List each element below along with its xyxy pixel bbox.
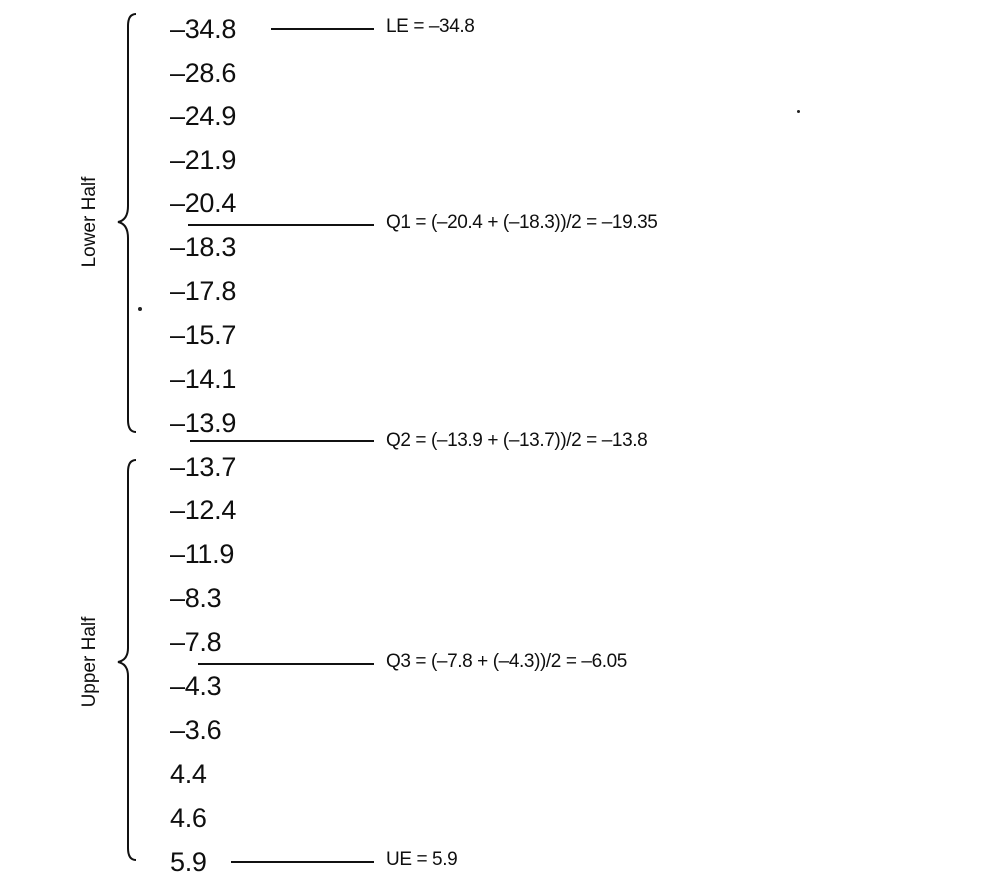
lower-half-label: Lower Half <box>79 176 100 268</box>
value-6: –18.3 <box>170 232 237 262</box>
value-14: –8.3 <box>170 583 222 613</box>
value-5: –20.4 <box>170 188 237 218</box>
value-13: –11.9 <box>170 539 235 569</box>
q3-annotation: Q3 = (–7.8 + (–4.3))/2 = –6.05 <box>386 651 627 672</box>
value-4: –21.9 <box>170 145 237 175</box>
value-16: –4.3 <box>170 671 222 701</box>
le-annotation: LE = –34.8 <box>386 16 475 37</box>
upper-half-brace <box>112 454 142 866</box>
ue-annotation: UE = 5.9 <box>386 849 458 870</box>
value-2: –28.6 <box>170 58 237 88</box>
q1-connector-line <box>188 224 374 226</box>
value-1: –34.8 <box>170 14 237 44</box>
q2-annotation: Q2 = (–13.9 + (–13.7))/2 = –13.8 <box>386 430 648 451</box>
scan-speck <box>138 307 142 311</box>
value-15: –7.8 <box>170 627 222 657</box>
ue-connector-line <box>231 861 374 863</box>
value-3: –24.9 <box>170 101 237 131</box>
scan-speck <box>797 110 800 113</box>
lower-half-brace <box>112 8 142 438</box>
value-11: –13.7 <box>170 452 237 482</box>
value-19: 4.6 <box>170 803 207 833</box>
value-12: –12.4 <box>170 495 237 525</box>
value-8: –15.7 <box>170 320 237 350</box>
value-10: –13.9 <box>170 408 237 438</box>
value-9: –14.1 <box>170 364 237 394</box>
q3-connector-line <box>198 663 374 665</box>
value-20: 5.9 <box>170 847 207 877</box>
value-7: –17.8 <box>170 276 237 306</box>
value-18: 4.4 <box>170 759 207 789</box>
q2-connector-line <box>190 440 374 442</box>
le-connector-line <box>271 28 374 30</box>
value-17: –3.6 <box>170 715 222 745</box>
q1-annotation: Q1 = (–20.4 + (–18.3))/2 = –19.35 <box>386 212 658 233</box>
upper-half-label: Upper Half <box>79 616 100 708</box>
